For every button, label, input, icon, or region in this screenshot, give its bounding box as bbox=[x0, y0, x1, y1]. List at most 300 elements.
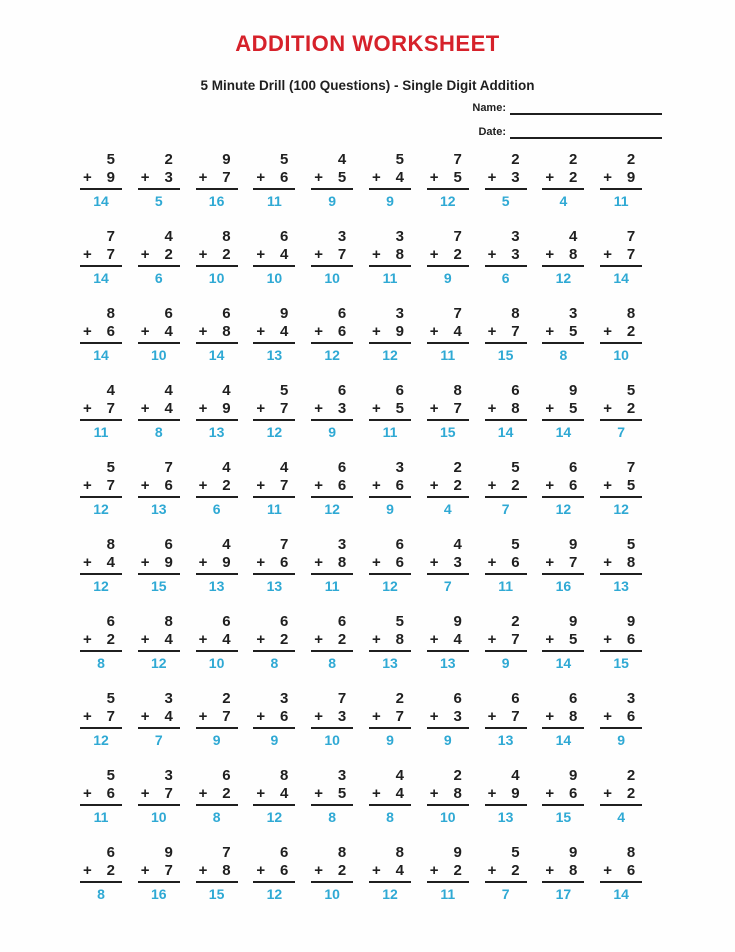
addend-top: 6 bbox=[222, 767, 231, 784]
addend-bottom: 4 bbox=[164, 708, 173, 725]
addend-top: 8 bbox=[280, 767, 289, 784]
addend-bottom-row bbox=[427, 785, 469, 806]
addend-bottom-row bbox=[427, 477, 469, 498]
plus-operator: + bbox=[140, 785, 150, 802]
addend-bottom-row bbox=[369, 631, 411, 652]
addend-bottom: 4 bbox=[106, 554, 115, 571]
answer-value: 10 bbox=[324, 732, 340, 748]
addend-bottom-row bbox=[600, 169, 642, 190]
plus-operator: + bbox=[603, 862, 612, 879]
answer-value: 8 bbox=[328, 655, 337, 671]
addend-bottom: 2 bbox=[453, 246, 462, 263]
addend-bottom: 2 bbox=[511, 862, 520, 879]
answer-value: 14 bbox=[93, 347, 109, 363]
answer-value: 11 bbox=[440, 886, 456, 902]
plus-operator: + bbox=[140, 708, 150, 725]
problem-r7-c10 bbox=[600, 613, 642, 672]
addend-bottom-row bbox=[138, 400, 180, 421]
plus-operator: + bbox=[198, 477, 208, 494]
plus-operator: + bbox=[487, 169, 497, 186]
problem-r1-c5 bbox=[311, 151, 353, 210]
problem-r4-c5 bbox=[311, 382, 353, 441]
answer-value: 15 bbox=[497, 347, 514, 363]
addend-bottom-row bbox=[80, 323, 122, 344]
problem-r1-c9 bbox=[542, 151, 584, 210]
name-input-line[interactable] bbox=[510, 100, 662, 115]
problem-r2-c9 bbox=[542, 228, 584, 287]
addend-bottom: 3 bbox=[453, 708, 462, 725]
addend-bottom: 7 bbox=[164, 862, 173, 879]
addend-bottom: 8 bbox=[626, 554, 636, 571]
addend-top: 7 bbox=[453, 305, 462, 322]
problem-r8-c8 bbox=[485, 690, 527, 749]
plus-operator: + bbox=[487, 785, 497, 802]
addend-top: 3 bbox=[280, 690, 289, 707]
addend-bottom: 7 bbox=[511, 323, 520, 340]
problem-r5-c2 bbox=[138, 459, 180, 518]
problem-r7-c7 bbox=[427, 613, 469, 672]
addend-bottom: 8 bbox=[569, 708, 578, 725]
addend-bottom: 6 bbox=[569, 785, 578, 802]
addend-bottom: 8 bbox=[395, 246, 404, 263]
answer-value: 7 bbox=[154, 732, 163, 748]
addend-bottom-row bbox=[542, 246, 584, 267]
addend-bottom-row bbox=[485, 785, 527, 806]
problem-r9-c7 bbox=[427, 767, 469, 826]
problem-r4-c6 bbox=[369, 382, 411, 441]
problem-r3-c4 bbox=[253, 305, 295, 364]
addend-bottom: 9 bbox=[222, 554, 231, 571]
problem-r10-c8 bbox=[485, 844, 527, 903]
addend-bottom: 2 bbox=[222, 785, 231, 802]
plus-operator: + bbox=[198, 785, 208, 802]
plus-operator: + bbox=[371, 554, 381, 571]
addend-bottom: 4 bbox=[453, 323, 462, 340]
problem-r9-c1 bbox=[80, 767, 122, 826]
addend-bottom: 7 bbox=[626, 246, 636, 263]
plus-operator: + bbox=[314, 554, 323, 571]
addend-bottom: 5 bbox=[569, 323, 578, 340]
answer-value: 11 bbox=[266, 501, 282, 517]
answer-value: 11 bbox=[382, 270, 398, 286]
answer-value: 12 bbox=[324, 501, 340, 517]
problem-r3-c6 bbox=[369, 305, 411, 364]
addend-bottom: 9 bbox=[222, 400, 231, 417]
answer-value: 10 bbox=[208, 270, 225, 286]
addend-bottom-row bbox=[427, 323, 469, 344]
addend-top: 2 bbox=[453, 459, 462, 476]
addend-top: 9 bbox=[222, 151, 231, 168]
addend-bottom: 9 bbox=[106, 169, 115, 186]
addend-bottom-row bbox=[196, 246, 238, 267]
addend-top: 5 bbox=[626, 382, 636, 399]
plus-operator: + bbox=[545, 169, 555, 186]
plus-operator: + bbox=[314, 323, 323, 340]
answer-value: 4 bbox=[559, 193, 568, 209]
plus-operator: + bbox=[545, 246, 555, 263]
problem-r3-c2 bbox=[138, 305, 180, 364]
addend-bottom-row bbox=[311, 246, 353, 267]
addend-bottom: 8 bbox=[569, 862, 578, 879]
addend-bottom-row bbox=[311, 785, 353, 806]
answer-value: 14 bbox=[555, 424, 572, 440]
plus-operator: + bbox=[256, 708, 266, 725]
addend-bottom-row bbox=[311, 169, 353, 190]
problem-r3-c8 bbox=[485, 305, 527, 364]
addend-bottom: 4 bbox=[280, 246, 289, 263]
addend-bottom-row bbox=[311, 477, 353, 498]
problem-r10-c5 bbox=[311, 844, 353, 903]
addend-top: 6 bbox=[280, 844, 289, 861]
answer-value: 9 bbox=[501, 655, 510, 671]
date-field bbox=[430, 121, 662, 139]
addend-bottom-row bbox=[138, 708, 180, 729]
problem-r1-c6 bbox=[369, 151, 411, 210]
answer-value: 15 bbox=[208, 886, 225, 902]
addend-top: 8 bbox=[106, 305, 115, 322]
addend-top: 5 bbox=[280, 382, 289, 399]
answer-value: 14 bbox=[555, 655, 572, 671]
addend-top: 4 bbox=[222, 382, 231, 399]
addend-bottom-row bbox=[600, 477, 642, 498]
problem-r2-c7 bbox=[427, 228, 469, 287]
plus-operator: + bbox=[603, 246, 612, 263]
plus-operator: + bbox=[371, 477, 381, 494]
addend-bottom-row bbox=[253, 323, 295, 344]
answer-value: 7 bbox=[501, 501, 510, 517]
addend-bottom-row bbox=[600, 708, 642, 729]
problem-r7-c8 bbox=[485, 613, 527, 672]
addend-bottom: 6 bbox=[395, 554, 404, 571]
addend-bottom: 8 bbox=[395, 631, 404, 648]
answer-value: 8 bbox=[270, 655, 279, 671]
addend-bottom-row bbox=[80, 862, 122, 883]
addend-bottom-row bbox=[369, 400, 411, 421]
addend-bottom: 2 bbox=[626, 400, 636, 417]
addend-bottom-row bbox=[80, 785, 122, 806]
addend-bottom-row bbox=[485, 631, 527, 652]
plus-operator: + bbox=[487, 477, 497, 494]
addend-top: 9 bbox=[569, 613, 578, 630]
plus-operator: + bbox=[83, 169, 92, 186]
addend-bottom-row bbox=[542, 862, 584, 883]
addend-top: 3 bbox=[626, 690, 636, 707]
answer-value: 12 bbox=[93, 501, 109, 517]
answer-value: 11 bbox=[93, 809, 109, 825]
addend-bottom: 8 bbox=[511, 400, 520, 417]
addend-bottom-row bbox=[253, 246, 295, 267]
addend-bottom-row bbox=[427, 631, 469, 652]
answer-value: 9 bbox=[212, 732, 221, 748]
answer-value: 13 bbox=[208, 578, 225, 594]
addend-bottom-row bbox=[253, 400, 295, 421]
problem-r5-c6 bbox=[369, 459, 411, 518]
addend-bottom: 4 bbox=[395, 169, 404, 186]
plus-operator: + bbox=[603, 785, 612, 802]
addend-bottom: 6 bbox=[337, 477, 347, 494]
plus-operator: + bbox=[198, 862, 208, 879]
addend-top: 6 bbox=[395, 536, 404, 553]
problem-r8-c4 bbox=[253, 690, 295, 749]
problem-r6-c3 bbox=[196, 536, 238, 595]
problem-r4-c7 bbox=[427, 382, 469, 441]
date-input-line[interactable] bbox=[510, 124, 662, 139]
plus-operator: + bbox=[198, 246, 208, 263]
plus-operator: + bbox=[198, 400, 208, 417]
addend-top: 3 bbox=[395, 459, 404, 476]
addend-bottom-row bbox=[542, 785, 584, 806]
addend-bottom: 8 bbox=[222, 862, 231, 879]
addend-bottom-row bbox=[196, 708, 238, 729]
addend-top: 5 bbox=[106, 767, 115, 784]
addend-bottom-row bbox=[485, 477, 527, 498]
plus-operator: + bbox=[429, 400, 439, 417]
plus-operator: + bbox=[83, 400, 92, 417]
addend-bottom: 3 bbox=[511, 169, 520, 186]
problem-r6-c4 bbox=[253, 536, 295, 595]
problem-r7-c3 bbox=[196, 613, 238, 672]
addend-bottom: 4 bbox=[395, 785, 404, 802]
addend-bottom: 8 bbox=[569, 246, 578, 263]
problem-r9-c6 bbox=[369, 767, 411, 826]
page-title: ADDITION WORKSHEET bbox=[235, 31, 500, 56]
addend-bottom: 6 bbox=[280, 708, 289, 725]
plus-operator: + bbox=[256, 631, 266, 648]
answer-value: 12 bbox=[93, 578, 109, 594]
problem-r2-c10 bbox=[600, 228, 642, 287]
plus-operator: + bbox=[487, 246, 497, 263]
addend-bottom: 5 bbox=[395, 400, 404, 417]
addend-bottom-row bbox=[600, 246, 642, 267]
addend-bottom-row bbox=[80, 477, 122, 498]
problem-r4-c1 bbox=[80, 382, 122, 441]
answer-value: 10 bbox=[440, 809, 456, 825]
addend-bottom-row bbox=[427, 862, 469, 883]
plus-operator: + bbox=[603, 554, 612, 571]
addend-bottom: 7 bbox=[395, 708, 404, 725]
plus-operator: + bbox=[83, 323, 92, 340]
answer-value: 9 bbox=[386, 501, 394, 517]
answer-value: 8 bbox=[386, 809, 394, 825]
problem-r10-c6 bbox=[369, 844, 411, 903]
addend-bottom: 3 bbox=[164, 169, 173, 186]
plus-operator: + bbox=[429, 708, 439, 725]
addend-bottom-row bbox=[311, 631, 353, 652]
addend-top: 6 bbox=[280, 613, 289, 630]
problem-r1-c3 bbox=[196, 151, 238, 210]
addend-bottom: 7 bbox=[453, 400, 462, 417]
plus-operator: + bbox=[256, 862, 266, 879]
addend-top: 4 bbox=[222, 459, 231, 476]
addend-bottom-row bbox=[485, 554, 527, 575]
problem-r8-c3 bbox=[196, 690, 238, 749]
addend-top: 6 bbox=[106, 844, 115, 861]
addend-bottom-row bbox=[80, 708, 122, 729]
addend-bottom: 2 bbox=[337, 862, 347, 879]
plus-operator: + bbox=[314, 631, 323, 648]
addend-bottom: 2 bbox=[222, 477, 231, 494]
addend-top: 5 bbox=[511, 536, 520, 553]
addend-top: 4 bbox=[511, 767, 520, 784]
plus-operator: + bbox=[545, 631, 555, 648]
answer-value: 15 bbox=[613, 655, 629, 671]
plus-operator: + bbox=[487, 862, 497, 879]
addend-bottom-row bbox=[311, 400, 353, 421]
addend-bottom: 2 bbox=[511, 477, 520, 494]
addend-top: 6 bbox=[511, 382, 520, 399]
addend-bottom-row bbox=[600, 631, 642, 652]
problem-r9-c8 bbox=[485, 767, 527, 826]
addend-top: 8 bbox=[106, 536, 115, 553]
answer-value: 5 bbox=[501, 193, 510, 209]
answer-value: 15 bbox=[151, 578, 167, 594]
addend-top: 6 bbox=[337, 459, 347, 476]
addend-bottom-row bbox=[427, 246, 469, 267]
addend-bottom-row bbox=[138, 631, 180, 652]
answer-value: 6 bbox=[154, 270, 163, 286]
addend-top: 6 bbox=[222, 305, 231, 322]
addend-bottom-row bbox=[138, 785, 180, 806]
answer-value: 13 bbox=[497, 732, 514, 748]
problem-r4-c3 bbox=[196, 382, 238, 441]
addend-top: 8 bbox=[511, 305, 520, 322]
problem-r5-c9 bbox=[542, 459, 584, 518]
plus-operator: + bbox=[545, 323, 555, 340]
plus-operator: + bbox=[256, 323, 266, 340]
addend-bottom: 8 bbox=[453, 785, 462, 802]
addend-bottom-row bbox=[311, 708, 353, 729]
addend-bottom-row bbox=[253, 169, 295, 190]
addend-bottom-row bbox=[600, 554, 642, 575]
problem-r2-c1 bbox=[80, 228, 122, 287]
answer-value: 9 bbox=[328, 424, 337, 440]
addend-bottom-row bbox=[196, 631, 238, 652]
plus-operator: + bbox=[140, 323, 150, 340]
addend-bottom: 7 bbox=[280, 400, 289, 417]
plus-operator: + bbox=[314, 862, 323, 879]
addend-top: 3 bbox=[395, 228, 404, 245]
addend-bottom: 6 bbox=[280, 554, 289, 571]
plus-operator: + bbox=[429, 785, 439, 802]
problem-r7-c2 bbox=[138, 613, 180, 672]
plus-operator: + bbox=[198, 323, 208, 340]
addend-bottom: 7 bbox=[222, 708, 231, 725]
plus-operator: + bbox=[314, 708, 323, 725]
plus-operator: + bbox=[371, 631, 381, 648]
addend-bottom-row bbox=[253, 631, 295, 652]
addend-bottom-row bbox=[542, 400, 584, 421]
addend-top: 5 bbox=[106, 459, 115, 476]
answer-value: 15 bbox=[440, 424, 456, 440]
addend-top: 9 bbox=[453, 844, 462, 861]
plus-operator: + bbox=[256, 246, 266, 263]
answer-value: 14 bbox=[555, 732, 572, 748]
plus-operator: + bbox=[140, 477, 150, 494]
addend-bottom: 4 bbox=[280, 323, 289, 340]
answer-value: 14 bbox=[93, 270, 109, 286]
page-subtitle: 5 Minute Drill (100 Questions) - Single Digit Addition bbox=[200, 78, 535, 93]
addend-bottom: 9 bbox=[164, 554, 173, 571]
addend-bottom-row bbox=[485, 708, 527, 729]
plus-operator: + bbox=[371, 323, 381, 340]
answer-value: 8 bbox=[212, 809, 221, 825]
answer-value: 16 bbox=[555, 578, 572, 594]
addend-top: 4 bbox=[164, 228, 173, 245]
addend-bottom-row bbox=[253, 785, 295, 806]
problem-r5-c10 bbox=[600, 459, 642, 518]
answer-value: 12 bbox=[93, 732, 109, 748]
answer-value: 14 bbox=[497, 424, 514, 440]
problem-r6-c8 bbox=[485, 536, 527, 595]
plus-operator: + bbox=[198, 554, 208, 571]
addend-top: 2 bbox=[626, 151, 636, 168]
answer-value: 8 bbox=[97, 655, 105, 671]
answer-value: 11 bbox=[266, 193, 282, 209]
plus-operator: + bbox=[545, 477, 555, 494]
addend-bottom: 2 bbox=[106, 862, 115, 879]
addend-bottom-row bbox=[369, 246, 411, 267]
problem-r6-c6 bbox=[369, 536, 411, 595]
problem-r1-c4 bbox=[253, 151, 295, 210]
answer-value: 7 bbox=[501, 886, 510, 902]
addend-top: 8 bbox=[337, 844, 347, 861]
addend-bottom: 2 bbox=[280, 631, 289, 648]
addend-top: 8 bbox=[626, 844, 636, 861]
problem-r3-c1 bbox=[80, 305, 122, 364]
answer-value: 14 bbox=[208, 347, 225, 363]
addend-bottom: 3 bbox=[511, 246, 520, 263]
addend-top: 3 bbox=[569, 305, 578, 322]
addend-top: 5 bbox=[280, 151, 289, 168]
addend-bottom: 7 bbox=[164, 785, 173, 802]
addend-bottom: 6 bbox=[164, 477, 173, 494]
problem-r1-c7 bbox=[427, 151, 469, 210]
addend-bottom: 9 bbox=[511, 785, 520, 802]
plus-operator: + bbox=[83, 631, 92, 648]
addend-top: 5 bbox=[395, 151, 404, 168]
addend-bottom: 7 bbox=[106, 400, 115, 417]
plus-operator: + bbox=[603, 631, 612, 648]
answer-value: 8 bbox=[154, 424, 163, 440]
problem-r5-c5 bbox=[311, 459, 353, 518]
plus-operator: + bbox=[487, 323, 497, 340]
addend-bottom-row bbox=[427, 708, 469, 729]
addend-top: 3 bbox=[511, 228, 520, 245]
problem-r7-c9 bbox=[542, 613, 584, 672]
addend-top: 6 bbox=[280, 228, 289, 245]
addend-top: 7 bbox=[337, 690, 347, 707]
answer-value: 9 bbox=[386, 732, 394, 748]
answer-value: 13 bbox=[266, 347, 283, 363]
addend-top: 5 bbox=[511, 844, 520, 861]
problems-grid bbox=[80, 151, 658, 903]
addend-bottom: 4 bbox=[222, 631, 231, 648]
plus-operator: + bbox=[83, 246, 92, 263]
addend-bottom: 2 bbox=[337, 631, 347, 648]
addend-bottom: 6 bbox=[106, 785, 115, 802]
addend-bottom: 4 bbox=[280, 785, 289, 802]
addend-bottom: 7 bbox=[280, 477, 289, 494]
problem-r2-c3 bbox=[196, 228, 238, 287]
addend-top: 7 bbox=[453, 151, 462, 168]
addend-bottom: 9 bbox=[395, 323, 404, 340]
addend-top: 2 bbox=[511, 613, 520, 630]
addend-top: 8 bbox=[395, 844, 404, 861]
answer-value: 10 bbox=[208, 655, 225, 671]
addend-top: 3 bbox=[164, 690, 173, 707]
addend-bottom-row bbox=[253, 862, 295, 883]
answer-value: 6 bbox=[501, 270, 510, 286]
